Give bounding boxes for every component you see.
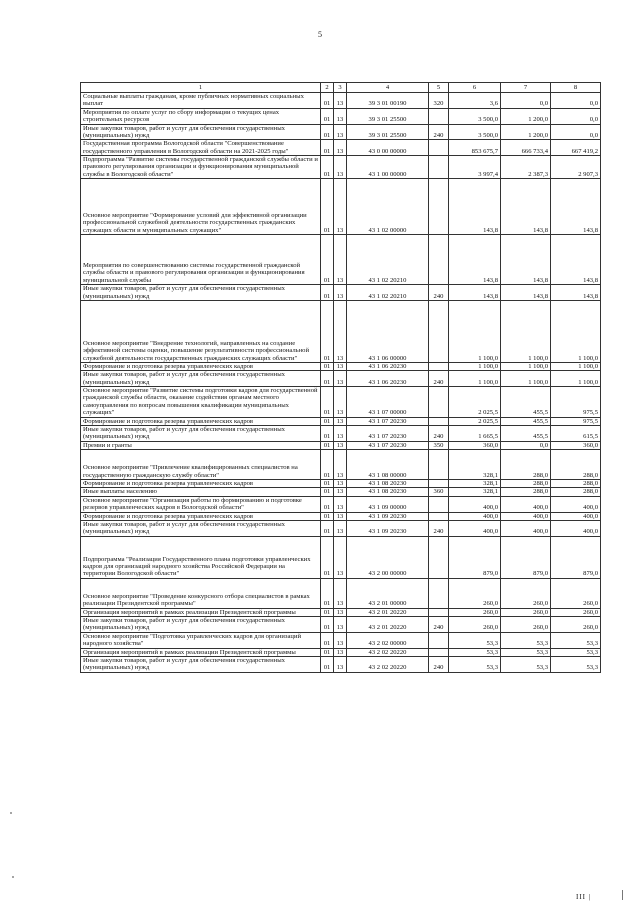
row-value-2023-cell: 260,0 — [551, 578, 601, 608]
row-code-a-cell: 01 — [321, 371, 334, 387]
row-code-a-cell: 01 — [321, 480, 334, 488]
row-value-2022-cell: 1 100,0 — [501, 371, 551, 387]
row-code-b-cell: 13 — [334, 108, 347, 124]
row-name-cell: Подпрограмма "Реализация Государственного плана подготовки управленческих кадров для организаций народного хозяйства Российской Федерации на территории Вологодской области" — [81, 536, 321, 578]
row-value-2021-cell: 1 100,0 — [449, 362, 501, 370]
row-value-2022-cell: 143,8 — [501, 179, 551, 235]
row-code-b-cell: 13 — [334, 578, 347, 608]
row-code-a-cell: 01 — [321, 387, 334, 418]
row-value-2022-cell: 0,0 — [501, 441, 551, 449]
row-expense-type-cell — [429, 648, 449, 656]
table-row — [81, 608, 601, 616]
row-name-cell: Основное мероприятие "Привлечение квалифицированных специалистов на государственную гражданскую службу области" — [81, 450, 321, 480]
table-row — [81, 371, 601, 387]
row-value-2021-cell: 3 500,0 — [449, 108, 501, 124]
row-code-b-cell: 13 — [334, 425, 347, 441]
row-target-code-cell: 43 1 06 20230 — [347, 371, 429, 387]
row-value-2021-cell: 3,6 — [449, 93, 501, 109]
row-code-b-cell: 13 — [334, 417, 347, 425]
row-value-2022-cell: 288,0 — [501, 488, 551, 496]
row-target-code-cell: 43 2 02 20220 — [347, 656, 429, 672]
row-code-a-cell: 01 — [321, 179, 334, 235]
row-target-code-cell: 43 1 07 20230 — [347, 425, 429, 441]
scan-speck — [12, 876, 14, 878]
row-code-a-cell: 01 — [321, 156, 334, 179]
row-code-b-cell: 13 — [334, 512, 347, 520]
row-name-cell: Государственная программа Вологодской области "Совершенствование государственного управления в Вологодской области на 2021-2025 годы" — [81, 140, 321, 156]
column-header: 8 — [551, 83, 601, 93]
row-value-2023-cell: 53,3 — [551, 632, 601, 648]
table-row — [81, 417, 601, 425]
row-name-cell: Иные закупки товаров, работ и услуг для обеспечения государственных (муниципальных) нужд — [81, 425, 321, 441]
row-expense-type-cell — [429, 300, 449, 362]
row-code-a-cell: 01 — [321, 656, 334, 672]
table-row — [81, 235, 601, 285]
row-name-cell: Премии и гранты — [81, 441, 321, 449]
row-name-cell: Основное мероприятие "Внедрение технологий, направленных на создание эффективной системы оценки, повышение результативности профессиональной служебной деятельности государственных гражданских служащих области" — [81, 300, 321, 362]
row-name-cell: Формирование и подготовка резерва управленческих кадров — [81, 480, 321, 488]
row-code-b-cell: 13 — [334, 648, 347, 656]
row-value-2023-cell: 0,0 — [551, 108, 601, 124]
row-name-cell: Иные закупки товаров, работ и услуг для обеспечения государственных (муниципальных) нужд — [81, 285, 321, 301]
row-value-2022-cell: 143,8 — [501, 285, 551, 301]
row-target-code-cell: 43 1 08 00000 — [347, 450, 429, 480]
table-row — [81, 536, 601, 578]
row-code-b-cell: 13 — [334, 617, 347, 633]
table-row — [81, 480, 601, 488]
table-row — [81, 450, 601, 480]
row-value-2023-cell: 1 100,0 — [551, 371, 601, 387]
row-target-code-cell: 43 1 09 00000 — [347, 496, 429, 512]
table-row — [81, 520, 601, 536]
row-value-2021-cell: 328,1 — [449, 450, 501, 480]
row-expense-type-cell — [429, 632, 449, 648]
row-target-code-cell: 43 2 01 00000 — [347, 578, 429, 608]
row-value-2021-cell: 143,8 — [449, 285, 501, 301]
row-target-code-cell: 43 1 07 20230 — [347, 417, 429, 425]
table-row — [81, 179, 601, 235]
row-value-2022-cell: 455,5 — [501, 425, 551, 441]
table-row — [81, 617, 601, 633]
row-expense-type-cell — [429, 108, 449, 124]
row-name-cell: Организация мероприятий в рамках реализации Президентской программы — [81, 608, 321, 616]
row-value-2022-cell: 400,0 — [501, 496, 551, 512]
table-row — [81, 93, 601, 109]
row-value-2021-cell: 143,8 — [449, 179, 501, 235]
row-value-2022-cell: 1 100,0 — [501, 300, 551, 362]
row-code-b-cell: 13 — [334, 450, 347, 480]
row-target-code-cell: 43 1 02 20210 — [347, 285, 429, 301]
row-name-cell: Мероприятия по совершенствованию системы государственной гражданской службы области и правового регулирования организации и функционирования муниципальной службы — [81, 235, 321, 285]
row-value-2022-cell: 260,0 — [501, 617, 551, 633]
row-target-code-cell: 43 1 09 20230 — [347, 520, 429, 536]
row-value-2023-cell: 400,0 — [551, 496, 601, 512]
table-row — [81, 632, 601, 648]
column-header: 2 — [321, 83, 334, 93]
row-code-b-cell: 13 — [334, 656, 347, 672]
table-row — [81, 648, 601, 656]
row-target-code-cell: 43 2 01 20220 — [347, 617, 429, 633]
row-expense-type-cell — [429, 179, 449, 235]
table-row — [81, 156, 601, 179]
row-code-b-cell: 13 — [334, 608, 347, 616]
row-name-cell: Основное мероприятие "Подготовка управленческих кадров для организаций народного хозяйства" — [81, 632, 321, 648]
row-code-a-cell: 01 — [321, 93, 334, 109]
row-expense-type-cell: 240 — [429, 520, 449, 536]
row-target-code-cell: 43 2 00 00000 — [347, 536, 429, 578]
row-target-code-cell: 43 1 00 00000 — [347, 156, 429, 179]
table-row — [81, 124, 601, 140]
row-code-a-cell: 01 — [321, 108, 334, 124]
row-value-2023-cell: 1 100,0 — [551, 362, 601, 370]
table-row — [81, 387, 601, 418]
row-value-2021-cell: 879,0 — [449, 536, 501, 578]
row-name-cell: Основное мероприятие "Формирование условий для эффективной организации профессиональной служебной деятельности государственных гражданских служащих области и муниципальных служащих" — [81, 179, 321, 235]
row-value-2023-cell: 975,5 — [551, 387, 601, 418]
row-value-2021-cell: 853 675,7 — [449, 140, 501, 156]
row-value-2021-cell: 3 500,0 — [449, 124, 501, 140]
table-row — [81, 425, 601, 441]
row-code-b-cell: 13 — [334, 536, 347, 578]
row-expense-type-cell — [429, 156, 449, 179]
row-expense-type-cell — [429, 417, 449, 425]
row-value-2022-cell: 288,0 — [501, 450, 551, 480]
row-value-2022-cell: 666 733,4 — [501, 140, 551, 156]
row-expense-type-cell — [429, 235, 449, 285]
row-code-a-cell: 01 — [321, 124, 334, 140]
row-target-code-cell: 43 1 06 20230 — [347, 362, 429, 370]
row-value-2022-cell: 455,5 — [501, 417, 551, 425]
row-value-2023-cell: 143,8 — [551, 285, 601, 301]
row-code-a-cell: 01 — [321, 578, 334, 608]
row-code-a-cell: 01 — [321, 362, 334, 370]
row-value-2022-cell: 260,0 — [501, 608, 551, 616]
row-value-2023-cell: 288,0 — [551, 450, 601, 480]
row-value-2023-cell: 288,0 — [551, 488, 601, 496]
row-expense-type-cell — [429, 512, 449, 520]
row-value-2023-cell: 360,0 — [551, 441, 601, 449]
row-expense-type-cell — [429, 496, 449, 512]
table-row — [81, 108, 601, 124]
row-value-2023-cell: 260,0 — [551, 617, 601, 633]
row-target-code-cell: 43 1 08 20230 — [347, 488, 429, 496]
row-value-2021-cell: 328,1 — [449, 488, 501, 496]
row-name-cell: Основное мероприятие "Развитие системы подготовки кадров для государственной гражданской службы области, оказание содействия органам местного самоуправления по вопросам повышения квалификации муниципальных служащих" — [81, 387, 321, 418]
table-row — [81, 300, 601, 362]
row-name-cell: Организация мероприятий в рамках реализации Президентской программы — [81, 648, 321, 656]
row-name-cell: Формирование и подготовка резерва управленческих кадров — [81, 362, 321, 370]
row-code-b-cell: 13 — [334, 496, 347, 512]
row-value-2022-cell: 53,3 — [501, 632, 551, 648]
column-header: 1 — [81, 83, 321, 93]
page-number: 5 — [318, 30, 322, 39]
row-value-2021-cell: 260,0 — [449, 578, 501, 608]
row-target-code-cell: 43 1 08 20230 — [347, 480, 429, 488]
row-name-cell: Основное мероприятие "Организация работы по формированию и подготовке резервов управленческих кадров в Вологодской области" — [81, 496, 321, 512]
row-value-2021-cell: 3 997,4 — [449, 156, 501, 179]
footer-tick — [622, 890, 623, 900]
column-header: 7 — [501, 83, 551, 93]
row-target-code-cell: 43 1 09 20230 — [347, 512, 429, 520]
row-name-cell: Социальные выплаты гражданам, кроме публичных нормативных социальных выплат — [81, 93, 321, 109]
row-value-2022-cell: 1 100,0 — [501, 362, 551, 370]
row-target-code-cell: 43 1 06 00000 — [347, 300, 429, 362]
row-target-code-cell: 43 1 07 20230 — [347, 441, 429, 449]
row-target-code-cell: 43 1 02 00000 — [347, 179, 429, 235]
row-value-2023-cell: 288,0 — [551, 480, 601, 488]
row-code-a-cell: 01 — [321, 536, 334, 578]
row-expense-type-cell — [429, 362, 449, 370]
row-value-2021-cell: 328,1 — [449, 480, 501, 488]
row-name-cell: Иные закупки товаров, работ и услуг для обеспечения государственных (муниципальных) нужд — [81, 617, 321, 633]
row-code-b-cell: 13 — [334, 285, 347, 301]
row-code-b-cell: 13 — [334, 179, 347, 235]
row-value-2021-cell: 1 100,0 — [449, 371, 501, 387]
row-value-2021-cell: 400,0 — [449, 520, 501, 536]
row-code-a-cell: 01 — [321, 441, 334, 449]
row-target-code-cell: 39 3 01 00190 — [347, 93, 429, 109]
row-code-b-cell: 13 — [334, 520, 347, 536]
row-value-2022-cell: 879,0 — [501, 536, 551, 578]
row-value-2021-cell: 1 665,5 — [449, 425, 501, 441]
row-code-a-cell: 01 — [321, 285, 334, 301]
row-code-a-cell: 01 — [321, 617, 334, 633]
column-header: 4 — [347, 83, 429, 93]
row-value-2021-cell: 53,3 — [449, 648, 501, 656]
row-name-cell: Иные закупки товаров, работ и услуг для обеспечения государственных (муниципальных) нужд — [81, 371, 321, 387]
row-value-2023-cell: 400,0 — [551, 520, 601, 536]
row-target-code-cell: 39 3 01 25500 — [347, 124, 429, 140]
column-header: 6 — [449, 83, 501, 93]
budget-table — [80, 82, 601, 673]
row-value-2023-cell: 400,0 — [551, 512, 601, 520]
row-value-2022-cell: 2 387,3 — [501, 156, 551, 179]
row-value-2023-cell: 975,5 — [551, 417, 601, 425]
row-value-2021-cell: 1 100,0 — [449, 300, 501, 362]
row-value-2023-cell: 0,0 — [551, 93, 601, 109]
row-expense-type-cell — [429, 387, 449, 418]
row-value-2023-cell: 53,3 — [551, 648, 601, 656]
row-value-2021-cell: 2 025,5 — [449, 417, 501, 425]
row-target-code-cell: 43 2 02 00000 — [347, 632, 429, 648]
row-value-2023-cell: 615,5 — [551, 425, 601, 441]
row-value-2022-cell: 400,0 — [501, 520, 551, 536]
row-name-cell: Мероприятия по оплате услуг по сбору информации о текущих ценах строительных ресурсов — [81, 108, 321, 124]
row-value-2021-cell: 360,0 — [449, 441, 501, 449]
row-code-b-cell: 13 — [334, 124, 347, 140]
column-header: 5 — [429, 83, 449, 93]
row-value-2023-cell: 2 907,3 — [551, 156, 601, 179]
row-expense-type-cell: 240 — [429, 124, 449, 140]
table-row — [81, 441, 601, 449]
row-value-2023-cell: 53,3 — [551, 656, 601, 672]
row-code-a-cell: 01 — [321, 450, 334, 480]
table-header-row — [81, 83, 601, 93]
row-code-a-cell: 01 — [321, 140, 334, 156]
table-row — [81, 656, 601, 672]
row-expense-type-cell: 240 — [429, 425, 449, 441]
row-code-b-cell: 13 — [334, 371, 347, 387]
row-code-a-cell: 01 — [321, 235, 334, 285]
row-name-cell: Иные закупки товаров, работ и услуг для обеспечения государственных (муниципальных) нужд — [81, 124, 321, 140]
row-code-b-cell: 13 — [334, 387, 347, 418]
row-code-a-cell: 01 — [321, 608, 334, 616]
footer-mark: ІІІ | — [576, 893, 592, 901]
row-code-b-cell: 13 — [334, 480, 347, 488]
table-row — [81, 496, 601, 512]
row-code-b-cell: 13 — [334, 156, 347, 179]
row-expense-type-cell — [429, 450, 449, 480]
row-value-2022-cell: 1 200,0 — [501, 124, 551, 140]
row-code-a-cell: 01 — [321, 300, 334, 362]
row-value-2021-cell: 53,3 — [449, 632, 501, 648]
row-expense-type-cell — [429, 536, 449, 578]
row-code-b-cell: 13 — [334, 235, 347, 285]
row-value-2022-cell: 400,0 — [501, 512, 551, 520]
row-name-cell: Основное мероприятие "Проведение конкурсного отбора специалистов в рамках реализации Президентской программы" — [81, 578, 321, 608]
row-code-b-cell: 13 — [334, 140, 347, 156]
table-row — [81, 140, 601, 156]
row-value-2023-cell: 1 100,0 — [551, 300, 601, 362]
scan-speck — [10, 812, 12, 814]
row-expense-type-cell — [429, 578, 449, 608]
row-code-b-cell: 13 — [334, 441, 347, 449]
row-expense-type-cell: 320 — [429, 93, 449, 109]
row-value-2022-cell: 53,3 — [501, 648, 551, 656]
row-code-a-cell: 01 — [321, 496, 334, 512]
row-value-2021-cell: 400,0 — [449, 512, 501, 520]
row-value-2022-cell: 143,8 — [501, 235, 551, 285]
table-row — [81, 578, 601, 608]
row-expense-type-cell: 360 — [429, 488, 449, 496]
row-expense-type-cell — [429, 140, 449, 156]
row-target-code-cell: 43 1 07 00000 — [347, 387, 429, 418]
row-expense-type-cell: 240 — [429, 617, 449, 633]
row-expense-type-cell — [429, 608, 449, 616]
column-header: 3 — [334, 83, 347, 93]
row-target-code-cell: 43 2 01 20220 — [347, 608, 429, 616]
row-value-2022-cell: 0,0 — [501, 93, 551, 109]
row-value-2021-cell: 2 025,5 — [449, 387, 501, 418]
row-value-2022-cell: 455,5 — [501, 387, 551, 418]
row-target-code-cell: 43 0 00 00000 — [347, 140, 429, 156]
row-value-2021-cell: 143,8 — [449, 235, 501, 285]
row-value-2021-cell: 260,0 — [449, 608, 501, 616]
row-name-cell: Иные закупки товаров, работ и услуг для обеспечения государственных (муниципальных) нужд — [81, 656, 321, 672]
row-value-2021-cell: 53,3 — [449, 656, 501, 672]
table-row — [81, 512, 601, 520]
row-code-a-cell: 01 — [321, 632, 334, 648]
row-target-code-cell: 39 3 01 25500 — [347, 108, 429, 124]
table-row — [81, 488, 601, 496]
row-value-2022-cell: 260,0 — [501, 578, 551, 608]
row-value-2021-cell: 260,0 — [449, 617, 501, 633]
row-name-cell: Иные выплаты населению — [81, 488, 321, 496]
row-value-2021-cell: 400,0 — [449, 496, 501, 512]
row-value-2022-cell: 53,3 — [501, 656, 551, 672]
row-code-b-cell: 13 — [334, 93, 347, 109]
row-value-2023-cell: 0,0 — [551, 124, 601, 140]
row-value-2023-cell: 879,0 — [551, 536, 601, 578]
budget-table-body — [81, 93, 601, 673]
row-value-2023-cell: 260,0 — [551, 608, 601, 616]
row-name-cell: Подпрограмма "Развитие системы государственной гражданской службы области и правового регулирования организации и функционирования муниципальной службы в Вологодской области" — [81, 156, 321, 179]
row-value-2023-cell: 667 419,2 — [551, 140, 601, 156]
row-value-2022-cell: 288,0 — [501, 480, 551, 488]
row-expense-type-cell: 240 — [429, 371, 449, 387]
row-code-a-cell: 01 — [321, 648, 334, 656]
row-target-code-cell: 43 2 02 20220 — [347, 648, 429, 656]
table-row — [81, 285, 601, 301]
row-code-a-cell: 01 — [321, 488, 334, 496]
row-value-2023-cell: 143,8 — [551, 235, 601, 285]
row-value-2023-cell: 143,8 — [551, 179, 601, 235]
row-code-b-cell: 13 — [334, 632, 347, 648]
row-code-b-cell: 13 — [334, 362, 347, 370]
row-target-code-cell: 43 1 02 20210 — [347, 235, 429, 285]
row-name-cell: Формирование и подготовка резерва управленческих кадров — [81, 512, 321, 520]
row-code-a-cell: 01 — [321, 520, 334, 536]
row-name-cell: Иные закупки товаров, работ и услуг для обеспечения государственных (муниципальных) нужд — [81, 520, 321, 536]
row-expense-type-cell — [429, 480, 449, 488]
row-code-b-cell: 13 — [334, 300, 347, 362]
row-expense-type-cell: 240 — [429, 656, 449, 672]
row-expense-type-cell: 240 — [429, 285, 449, 301]
row-code-a-cell: 01 — [321, 512, 334, 520]
row-value-2022-cell: 1 200,0 — [501, 108, 551, 124]
row-name-cell: Формирование и подготовка резерва управленческих кадров — [81, 417, 321, 425]
row-code-a-cell: 01 — [321, 417, 334, 425]
row-code-b-cell: 13 — [334, 488, 347, 496]
row-expense-type-cell: 350 — [429, 441, 449, 449]
table-row — [81, 362, 601, 370]
row-code-a-cell: 01 — [321, 425, 334, 441]
